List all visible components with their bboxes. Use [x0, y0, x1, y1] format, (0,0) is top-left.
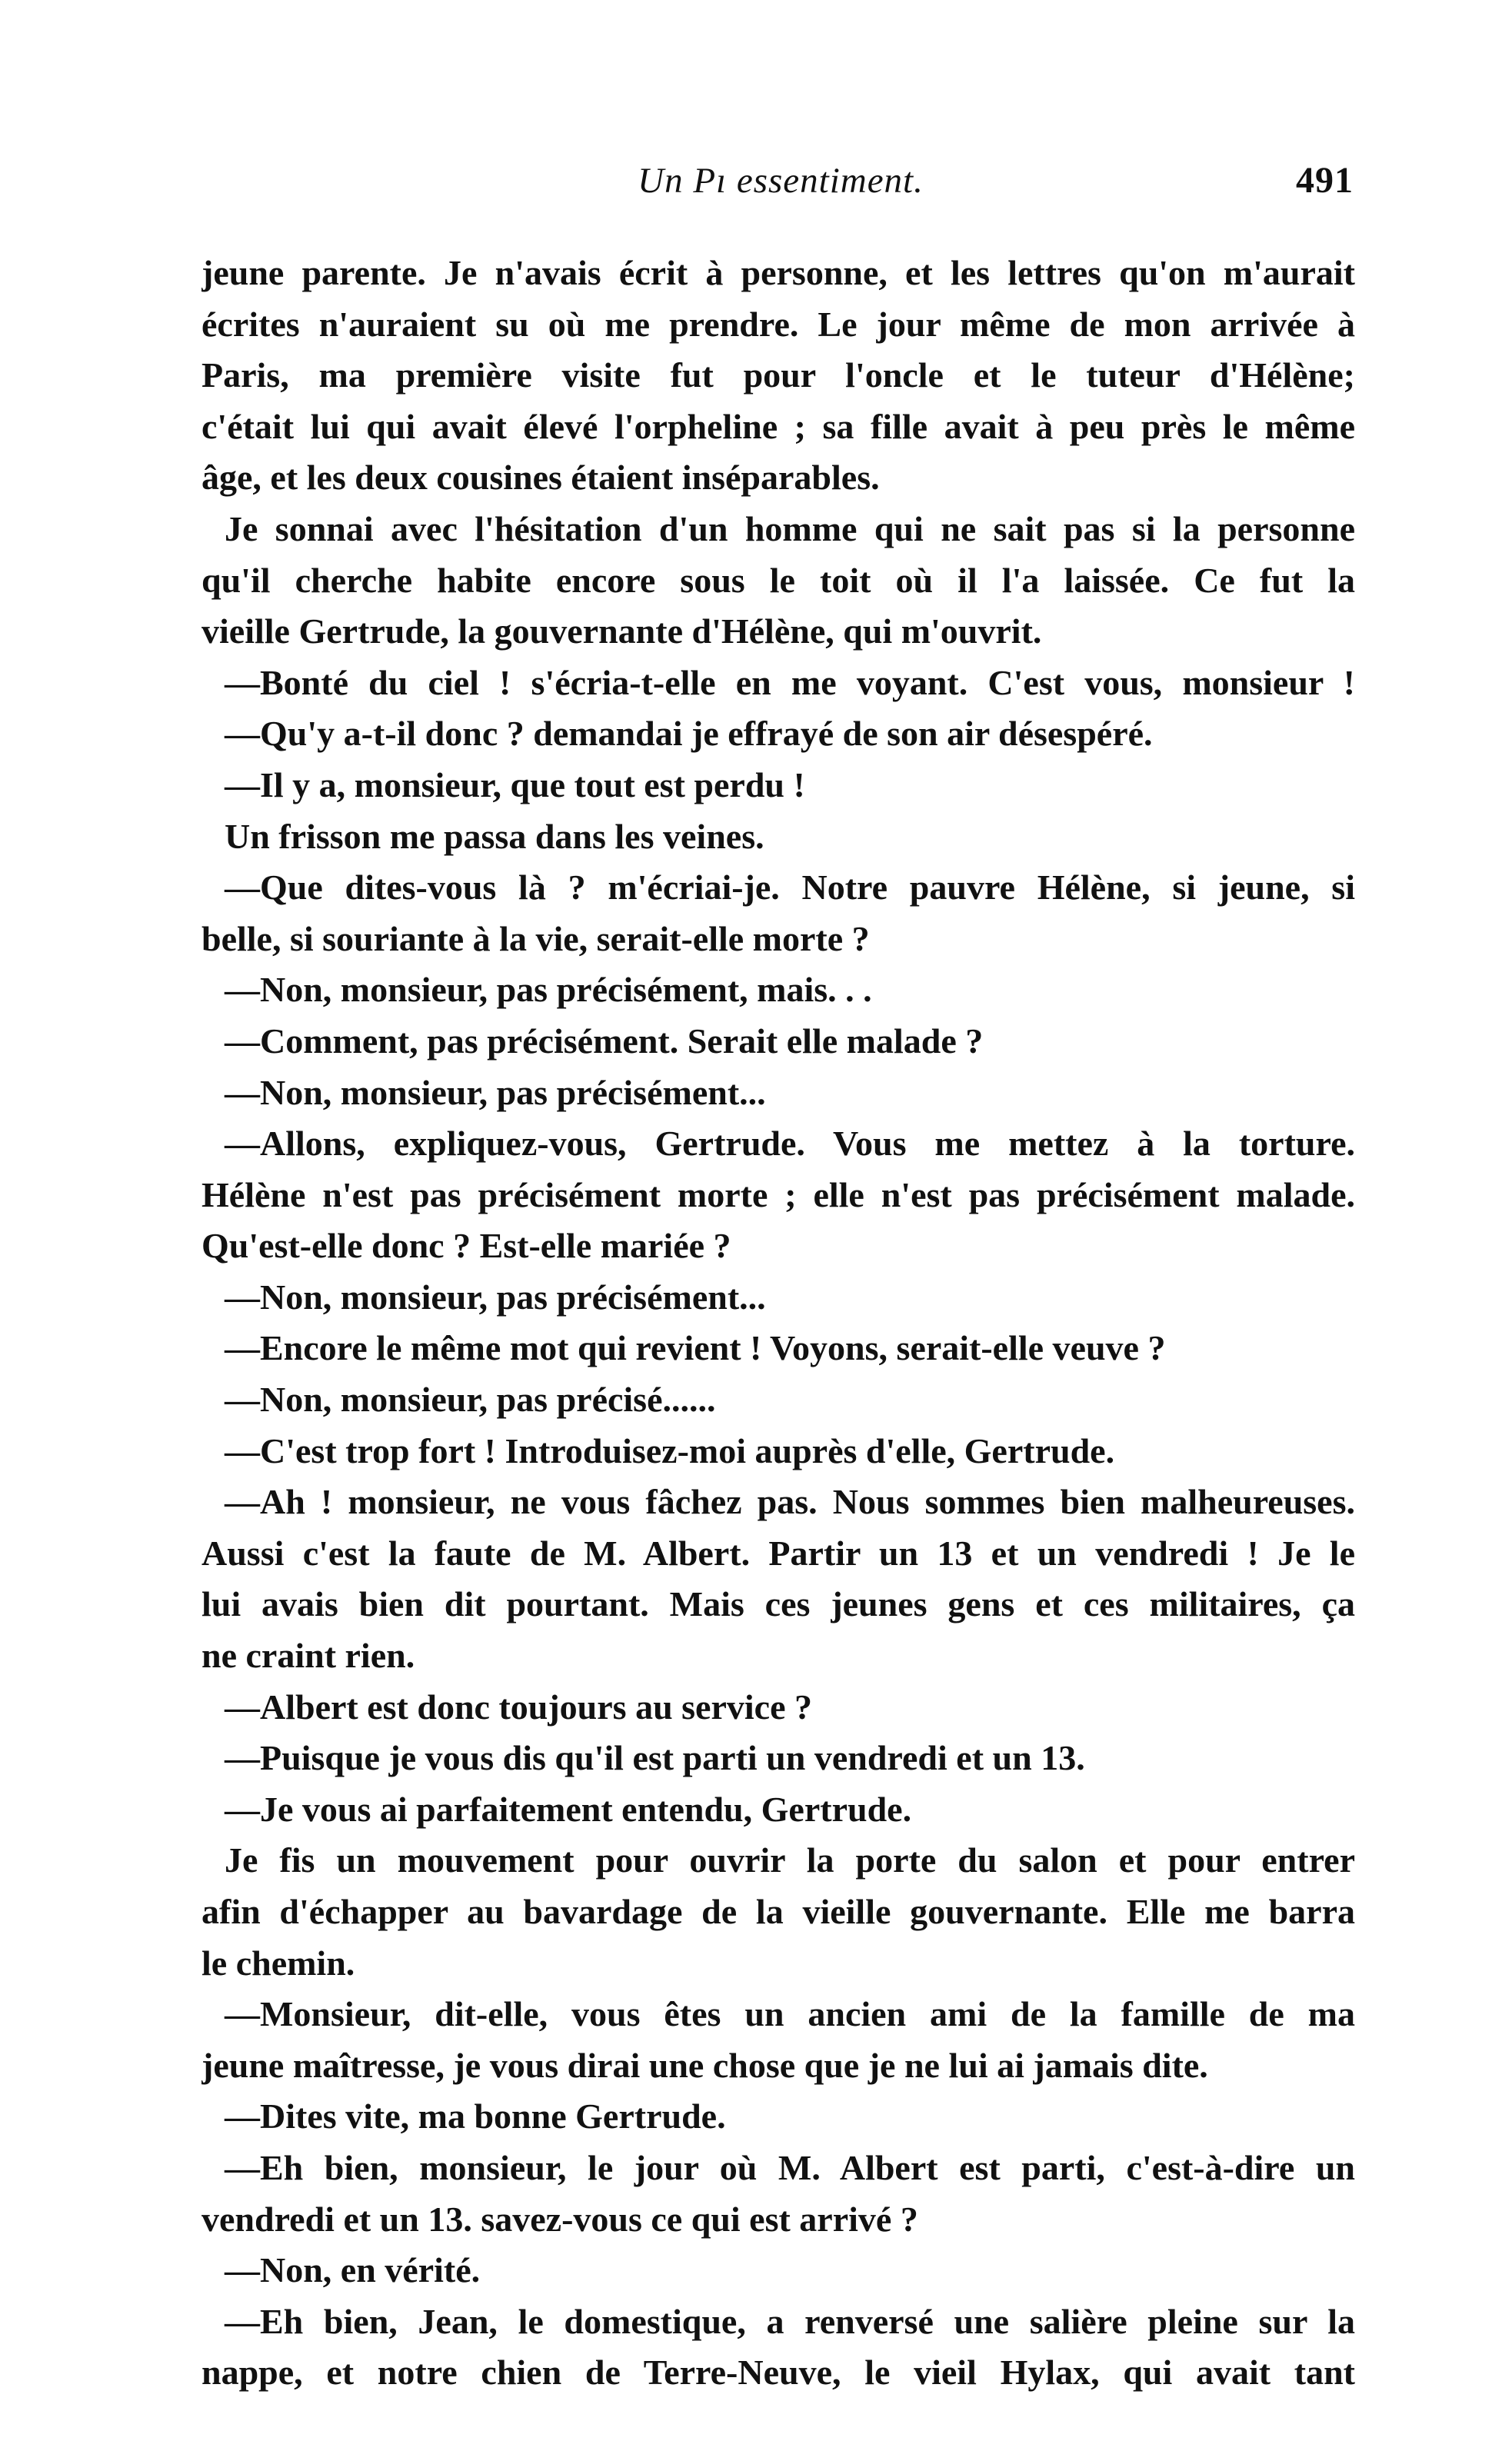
text-line: écrites n'auraient su où me prendre. Le jour même de mon arrivée à [201, 304, 1355, 344]
text-line: —Dites vite, ma bonne Gertrude. [225, 2096, 726, 2136]
text-line: —Eh bien, Jean, le domestique, a renversé une salière pleine sur la [225, 2301, 1355, 2341]
text-line: —Ah ! monsieur, ne vous fâchez pas. Nous sommes bien malheureuses. [225, 1482, 1355, 1522]
text-line: —Eh bien, monsieur, le jour où M. Albert est parti, c'est-à-dire un [225, 2147, 1355, 2187]
text-line: —Non, monsieur, pas précisé...... [225, 1380, 716, 1420]
text-line: le chemin. [201, 1943, 355, 1983]
text-line: nappe, et notre chien de Terre-Neuve, le vieil Hylax, qui avait tant [201, 2353, 1355, 2393]
text-line: —Puisque je vous dis qu'il est parti un vendredi et un 13. [225, 1738, 1085, 1778]
text-line: —Non, monsieur, pas précisément... [225, 1277, 766, 1317]
text-line: lui avais bien dit pourtant. Mais ces jeunes gens et ces militaires, ça [201, 1584, 1355, 1624]
text-line: —Que dites-vous là ? m'écriai-je. Notre pauvre Hélène, si jeune, si [225, 868, 1355, 907]
running-head [208, 158, 1354, 211]
text-line: —Non, en vérité. [225, 2250, 481, 2290]
text-line: —C'est trop fort ! Introduisez-moi auprès d'elle, Gertrude. [225, 1430, 1115, 1470]
text-line: —Monsieur, dit-elle, vous êtes un ancien ami de la famille de ma [225, 1994, 1355, 2034]
text-line: Paris, ma première visite fut pour l'oncle et le tuteur d'Hélène; [201, 355, 1355, 395]
text-line: —Comment, pas précisément. Serait elle malade ? [225, 1021, 984, 1061]
page-number: 491 [1296, 160, 1354, 201]
text-line: ne craint rien. [201, 1636, 415, 1676]
text-line: —Albert est donc toujours au service ? [225, 1687, 813, 1727]
text-line: —Non, monsieur, pas précisément, mais. . . [225, 970, 872, 1010]
text-line: —Qu'y a-t-il donc ? demandai je effrayé de son air désespéré. [225, 714, 1153, 754]
text-line: vendredi et un 13. savez-vous ce qui est arrivé ? [201, 2199, 918, 2239]
text-line: —Je vous ai parfaitement entendu, Gertrude. [225, 1789, 912, 1829]
text-line: vieille Gertrude, la gouvernante d'Hélène, qui m'ouvrit. [201, 611, 1042, 651]
text-line: —Allons, expliquez-vous, Gertrude. Vous me mettez à la torture. [225, 1124, 1355, 1164]
text-line: Un frisson me passa dans les veines. [225, 816, 764, 856]
text-line: —Encore le même mot qui revient ! Voyons, serait-elle veuve ? [225, 1328, 1166, 1368]
text-line: Je sonnai avec l'hésitation d'un homme qui ne sait pas si la personne [225, 508, 1355, 548]
text-line: Aussi c'est la faute de M. Albert. Partir un 13 et un vendredi ! Je le [201, 1533, 1355, 1573]
body-text [201, 248, 1355, 2399]
text-line: qu'il cherche habite encore sous le toit où il l'a laissée. Ce fut la [201, 560, 1355, 600]
text-line: jeune parente. Je n'avais écrit à personne, et les lettres qu'on m'aurait [201, 253, 1355, 292]
text-line: âge, et les deux cousines étaient inséparables. [201, 458, 880, 498]
text-line: afin d'échapper au bavardage de la vieille gouvernante. Elle me barra [201, 1892, 1355, 1931]
text-line: —Non, monsieur, pas précisément... [225, 1072, 766, 1112]
text-line: belle, si souriante à la vie, serait-elle morte ? [201, 918, 870, 958]
text-line: c'était lui qui avait élevé l'orpheline ; sa fille avait à peu près le même [201, 406, 1355, 446]
running-title: Un Pı essentiment. [638, 161, 924, 201]
text-line: —Bonté du ciel ! s'écria-t-elle en me voyant. C'est vous, monsieur ! [225, 662, 1355, 702]
text-line: Hélène n'est pas précisément morte ; elle n'est pas précisément malade. [201, 1174, 1355, 1214]
text-line: jeune maîtresse, je vous dirai une chose que je ne lui ai jamais dite. [201, 2045, 1208, 2085]
text-line: Je fis un mouvement pour ouvrir la porte du salon et pour entrer [225, 1840, 1355, 1880]
text-line: —Il y a, monsieur, que tout est perdu ! [225, 764, 805, 804]
text-line: Qu'est-elle donc ? Est-elle mariée ? [201, 1226, 731, 1266]
